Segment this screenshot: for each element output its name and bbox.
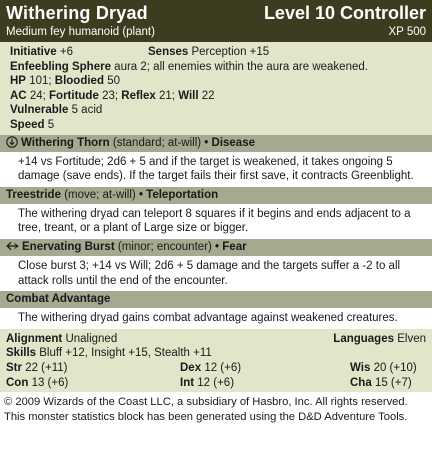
ability-wis: Wis 20 (+10) [350, 361, 417, 374]
power-header-withering-thorn [0, 135, 432, 152]
abilities-row-2 [6, 376, 426, 391]
abilities-row-1 [6, 361, 426, 376]
core-stats [0, 42, 432, 135]
monster-type: Medium fey humanoid (plant) [6, 26, 155, 38]
monster-xp: XP 500 [388, 26, 426, 38]
copyright-text: © 2009 Wizards of the Coast LLC, a subsidiary of Hasbro, Inc. All rights reserved. [4, 396, 408, 409]
details-section [0, 329, 432, 392]
skills-value: Bluff +12, Insight +15, Stealth +11 [39, 347, 212, 360]
power-name: Combat Advantage [6, 293, 111, 306]
power-keyword: • Fear [215, 240, 247, 253]
aura-name: Enfeebling Sphere [10, 60, 111, 73]
power-usage: (move; at-will) [64, 188, 136, 201]
initiative-label: Initiative [10, 46, 57, 58]
alignment-label: Alignment [6, 332, 63, 345]
hp-line [10, 74, 422, 89]
skills-label: Skills [6, 347, 37, 360]
stat-block-header [0, 0, 432, 42]
bloodied-value: 50 [107, 75, 120, 88]
reflex-value: 21; [159, 89, 175, 102]
ac-label: AC [10, 89, 27, 102]
ability-int: Int 12 (+6) [180, 376, 235, 389]
power-keyword: • Teleportation [138, 188, 219, 201]
power-keyword: • Disease [204, 136, 255, 149]
bloodied-label: Bloodied [54, 75, 104, 88]
fortitude-label: Fortitude [49, 89, 99, 102]
aura-text: aura 2; all enemies within the aura are weakened. [114, 60, 368, 73]
power-header-enervating-burst [0, 239, 432, 256]
initiative-value: +6 [59, 46, 73, 58]
power-description-enervating-burst [0, 256, 432, 291]
ability-con: Con 13 (+6) [6, 376, 69, 389]
alignment-value: Unaligned [65, 332, 118, 345]
power-usage: (standard; at-will) [112, 136, 202, 149]
ability-dex: Dex 12 (+6) [180, 361, 242, 374]
power-header-treestride [0, 187, 432, 204]
header-subtitle-row [0, 24, 432, 42]
ac-value: 24; [29, 89, 46, 102]
will-value: 22 [201, 89, 215, 102]
hp-value: 101; [29, 75, 52, 88]
aura-line [10, 60, 422, 75]
will-label: Will [178, 89, 199, 102]
vulnerable-line [10, 103, 422, 118]
languages-value: Elven [397, 332, 426, 345]
monster-name: Withering Dryad [6, 3, 148, 23]
speed-value: 5 [47, 118, 55, 131]
power-name: Treestride [6, 188, 61, 201]
vulnerable-label: Vulnerable [10, 104, 69, 117]
power-text: +14 vs Fortitude; 2d6 + 5 and if the target is weakened, it takes ongoing 5 damage (save ends). If the target fails their first save, it contracts Greenblight. [18, 155, 414, 183]
power-description-combat-advantage [0, 308, 432, 329]
alignment-languages-line [6, 332, 426, 347]
footer [0, 392, 432, 424]
initiative-senses-line [10, 45, 422, 60]
area-burst-arrow-icon [6, 241, 19, 251]
senses-label: Senses [148, 46, 189, 58]
header-title-row [0, 0, 432, 24]
power-text: Close burst 3; +14 vs Will; 2d6 + 5 damage and the targets suffer a -2 to all attack rolls until the end of the encounter. [18, 259, 401, 287]
ability-cha: Cha 15 (+7) [350, 376, 412, 389]
basic-melee-circle-icon [6, 136, 18, 148]
power-header-combat-advantage [0, 291, 432, 308]
skills-line [6, 346, 426, 361]
power-usage: (minor; encounter) [117, 240, 212, 253]
senses-value: Perception +15 [191, 46, 270, 58]
power-text: The withering dryad gains combat advantage against weakened creatures. [18, 312, 398, 325]
defenses-line [10, 89, 422, 104]
ability-str: Str 22 (+11) [6, 361, 68, 374]
languages-label: Languages [333, 332, 395, 345]
monster-level: Level 10 Controller [263, 3, 426, 23]
power-name: Enervating Burst [22, 240, 115, 253]
hp-label: HP [10, 75, 26, 88]
power-description-withering-thorn [0, 152, 432, 187]
power-description-treestride [0, 204, 432, 239]
reflex-label: Reflex [121, 89, 156, 102]
fortitude-value: 23; [102, 89, 119, 102]
vulnerable-value: 5 acid [71, 104, 103, 117]
generated-text: This monster statistics block has been generated using the D&D Adventure Tools. [4, 410, 408, 423]
power-name: Withering Thorn [21, 136, 110, 149]
power-text: The withering dryad can teleport 8 squares if it begins and ends adjacent to a tree, treant, or a plant of Large size or bigger. [18, 207, 411, 235]
speed-label: Speed [10, 118, 45, 131]
speed-line [10, 118, 422, 133]
